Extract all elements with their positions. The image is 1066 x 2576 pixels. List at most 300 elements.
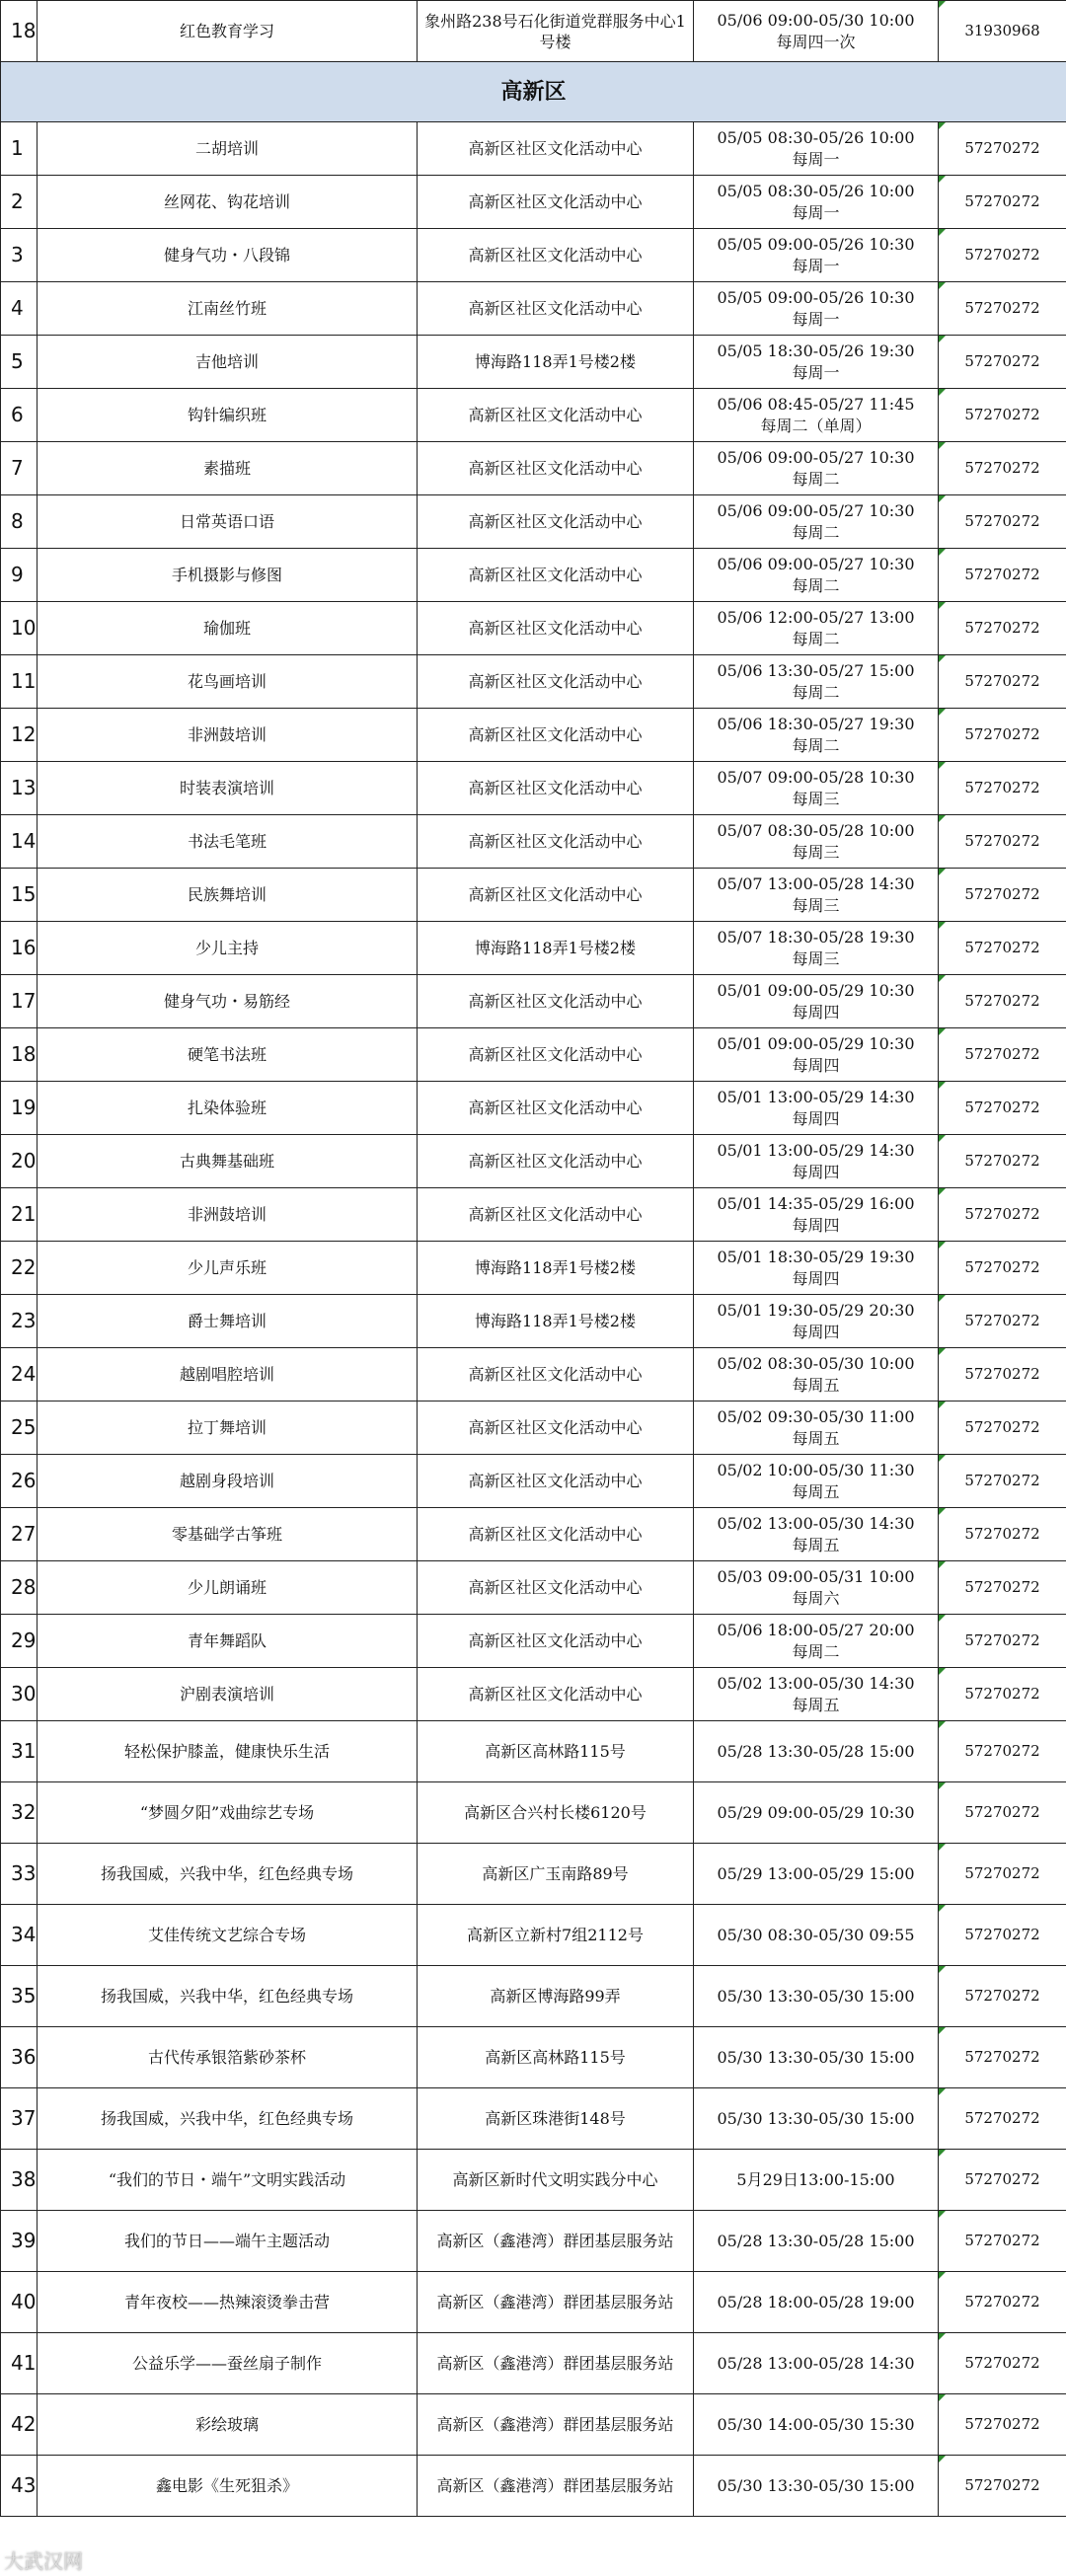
activity-place: 高新区社区文化活动中心 [418,229,694,282]
table-row [1,762,1066,815]
row-number: 20 [1,1135,38,1188]
table-row [1,1402,1066,1455]
activity-time [694,1561,939,1615]
table-row [1,869,1066,922]
table-row [1,975,1066,1028]
activity-time [694,602,939,655]
activity-time [694,2150,939,2211]
activity-time [694,1295,939,1348]
activity-place: 高新区社区文化活动中心 [418,282,694,336]
activity-date-range: 05/01 09:00-05/29 10:30 [717,1033,915,1053]
row-number: 17 [1,975,38,1028]
activity-frequency: 每周六 [792,1588,840,1608]
activity-place: 博海路118弄1号楼2楼 [418,922,694,975]
table-row [1,282,1066,336]
contact-phone: 57270272 [939,2027,1066,2088]
activity-place: 高新区珠港街148号 [418,2088,694,2150]
activity-name: 时装表演培训 [38,762,418,815]
activity-frequency: 每周五 [792,1695,840,1714]
row-number: 34 [1,1905,38,1966]
activity-frequency: 每周二 [792,629,840,648]
activity-place: 高新区社区文化活动中心 [418,549,694,602]
table-row [1,1,1066,62]
contact-phone: 57270272 [939,869,1066,922]
activity-name: 轻松保护膝盖，健康快乐生活 [38,1721,418,1782]
activity-time [694,1135,939,1188]
activity-time [694,815,939,869]
contact-phone: 57270272 [939,815,1066,869]
activity-frequency: 每周三 [792,948,840,968]
activity-date-range: 05/28 13:30-05/28 15:00 [717,1741,915,1761]
activity-name: 非洲鼓培训 [38,709,418,762]
activity-time [694,549,939,602]
table-row [1,549,1066,602]
activity-place: 高新区社区文化活动中心 [418,1668,694,1721]
activity-time [694,495,939,549]
activity-date-range: 05/05 09:00-05/26 10:30 [717,234,915,254]
table-row [1,2272,1066,2333]
table-row [1,1135,1066,1188]
activity-frequency: 每周五 [792,1428,840,1448]
activity-place: 高新区社区文化活动中心 [418,1561,694,1615]
activity-time [694,1905,939,1966]
activity-place: 博海路118弄1号楼2楼 [418,1242,694,1295]
row-number: 1 [1,122,38,176]
activity-place: 象州路238号石化街道党群服务中心1号楼 [418,1,694,62]
contact-phone: 57270272 [939,1721,1066,1782]
table-row [1,176,1066,229]
contact-phone: 57270272 [939,2272,1066,2333]
row-number: 5 [1,336,38,389]
activity-name: 扬我国威，兴我中华，红色经典专场 [38,1844,418,1905]
activity-date-range: 05/06 09:00-05/27 10:30 [717,554,915,573]
activity-date-range: 05/28 13:30-05/28 15:00 [717,2231,915,2250]
activity-name: 我们的节日——端午主题活动 [38,2211,418,2272]
activity-place: 高新区（鑫港湾）群团基层服务站 [418,2394,694,2456]
activity-date-range: 05/28 13:00-05/28 14:30 [717,2353,915,2373]
contact-phone: 31930968 [939,1,1066,62]
activity-date-range: 05/07 13:00-05/28 14:30 [717,873,915,893]
contact-phone: 57270272 [939,2211,1066,2272]
activity-name: 越剧身段培训 [38,1455,418,1508]
row-number: 11 [1,655,38,709]
activity-date-range: 05/30 13:30-05/30 15:00 [717,2475,915,2495]
activity-place: 高新区高林路115号 [418,2027,694,2088]
activity-date-range: 05/07 08:30-05/28 10:00 [717,820,915,840]
row-number: 27 [1,1508,38,1561]
activity-time [694,2088,939,2150]
table-row [1,2088,1066,2150]
row-number: 23 [1,1295,38,1348]
activity-date-range: 05/05 18:30-05/26 19:30 [717,341,915,360]
activity-place: 高新区社区文化活动中心 [418,1615,694,1668]
row-number: 8 [1,495,38,549]
activity-place: 高新区社区文化活动中心 [418,495,694,549]
activity-time [694,389,939,442]
activity-time [694,655,939,709]
activity-date-range: 05/06 09:00-05/30 10:00 [717,10,915,30]
activity-time [694,2394,939,2456]
activity-name: “我们的节日・端午”文明实践活动 [38,2150,418,2211]
activity-frequency: 每周四 [792,1108,840,1128]
contact-phone: 57270272 [939,122,1066,176]
contact-phone: 57270272 [939,549,1066,602]
activity-frequency: 每周一 [792,202,840,222]
activity-time [694,336,939,389]
activity-name: 日常英语口语 [38,495,418,549]
activity-place: 高新区社区文化活动中心 [418,602,694,655]
activity-date-range: 05/30 13:30-05/30 15:00 [717,1986,915,2006]
activity-name: 红色教育学习 [38,1,418,62]
row-number: 3 [1,229,38,282]
contact-phone: 57270272 [939,1455,1066,1508]
contact-phone: 57270272 [939,2456,1066,2517]
table-row [1,2394,1066,2456]
activity-date-range: 05/07 09:00-05/28 10:30 [717,767,915,787]
activity-name: 健身气功・八段锦 [38,229,418,282]
activity-date-range: 05/02 09:30-05/30 11:00 [717,1406,915,1426]
activity-name: 青年舞蹈队 [38,1615,418,1668]
activity-place: 高新区社区文化活动中心 [418,122,694,176]
activity-frequency: 每周四 [792,1055,840,1075]
activity-frequency: 每周二 [792,1641,840,1661]
row-number: 40 [1,2272,38,2333]
table-row [1,922,1066,975]
table-row [1,389,1066,442]
activity-name: 少儿主持 [38,922,418,975]
activity-name: 瑜伽班 [38,602,418,655]
table-row [1,1455,1066,1508]
activity-place: 高新区社区文化活动中心 [418,975,694,1028]
row-number: 4 [1,282,38,336]
activity-place: 高新区社区文化活动中心 [418,1402,694,1455]
activity-name: 花鸟画培训 [38,655,418,709]
activity-name: 公益乐学——蚕丝扇子制作 [38,2333,418,2394]
activity-time [694,2456,939,2517]
row-number: 43 [1,2456,38,2517]
activity-place: 高新区（鑫港湾）群团基层服务站 [418,2333,694,2394]
activity-date-range: 05/30 08:30-05/30 09:55 [717,1925,915,1944]
activity-place: 高新区社区文化活动中心 [418,389,694,442]
contact-phone: 57270272 [939,1348,1066,1402]
activity-place: 高新区社区文化活动中心 [418,1082,694,1135]
activity-frequency: 每周五 [792,1535,840,1554]
activity-time [694,1028,939,1082]
activity-name: 越剧唱腔培训 [38,1348,418,1402]
row-number: 32 [1,1782,38,1844]
activity-date-range: 05/05 08:30-05/26 10:00 [717,127,915,147]
table-row [1,2027,1066,2088]
activity-place: 高新区（鑫港湾）群团基层服务站 [418,2456,694,2517]
activity-frequency: 每周五 [792,1375,840,1395]
contact-phone: 57270272 [939,1782,1066,1844]
contact-phone: 57270272 [939,176,1066,229]
activity-date-range: 05/05 08:30-05/26 10:00 [717,181,915,200]
activity-place: 高新区合兴村长楼6120号 [418,1782,694,1844]
row-number: 35 [1,1966,38,2027]
row-number: 18 [1,1028,38,1082]
activity-time [694,1,939,62]
row-number: 42 [1,2394,38,2456]
activity-date-range: 05/30 14:00-05/30 15:30 [717,2414,915,2434]
activity-date-range: 05/30 13:30-05/30 15:00 [717,2047,915,2067]
table-row [1,1668,1066,1721]
activity-place: 高新区（鑫港湾）群团基层服务站 [418,2211,694,2272]
activity-date-range: 05/01 18:30-05/29 19:30 [717,1247,915,1266]
activity-place: 高新区社区文化活动中心 [418,1188,694,1242]
activity-frequency: 每周一 [792,149,840,169]
table-row [1,1242,1066,1295]
row-number: 39 [1,2211,38,2272]
activity-time [694,1188,939,1242]
activity-place: 高新区社区文化活动中心 [418,655,694,709]
activity-frequency: 每周二（单周） [760,416,872,435]
activity-place: 高新区（鑫港湾）群团基层服务站 [418,2272,694,2333]
activity-name: 丝网花、钩花培训 [38,176,418,229]
contact-phone: 57270272 [939,1188,1066,1242]
activity-date-range: 05/06 12:00-05/27 13:00 [717,607,915,627]
activity-frequency: 每周一 [792,256,840,275]
contact-phone: 57270272 [939,1082,1066,1135]
activity-name: 健身气功・易筋经 [38,975,418,1028]
activity-frequency: 每周二 [792,682,840,702]
activity-time [694,2027,939,2088]
activity-name: 少儿声乐班 [38,1242,418,1295]
activity-name: 彩绘玻璃 [38,2394,418,2456]
contact-phone: 57270272 [939,1844,1066,1905]
contact-phone: 57270272 [939,1905,1066,1966]
activity-date-range: 05/06 18:30-05/27 19:30 [717,714,915,733]
activity-frequency: 每周二 [792,469,840,489]
activity-name: 扬我国威，兴我中华，红色经典专场 [38,2088,418,2150]
activity-frequency: 每周二 [792,735,840,755]
table-row [1,2150,1066,2211]
activity-place: 高新区社区文化活动中心 [418,815,694,869]
row-number: 37 [1,2088,38,2150]
activity-date-range: 05/01 13:00-05/29 14:30 [717,1087,915,1106]
activity-place: 高新区社区文化活动中心 [418,1028,694,1082]
row-number: 9 [1,549,38,602]
table-row [1,1028,1066,1082]
activity-time [694,176,939,229]
activity-frequency: 每周一 [792,362,840,382]
activity-time [694,229,939,282]
contact-phone: 57270272 [939,2088,1066,2150]
contact-phone: 57270272 [939,336,1066,389]
activity-time [694,1242,939,1295]
row-number: 22 [1,1242,38,1295]
section-header [1,62,1066,122]
contact-phone: 57270272 [939,282,1066,336]
row-number: 12 [1,709,38,762]
activity-place: 高新区社区文化活动中心 [418,1348,694,1402]
row-number: 7 [1,442,38,495]
contact-phone: 57270272 [939,762,1066,815]
table-row [1,1082,1066,1135]
activity-time [694,1966,939,2027]
table-row [1,1188,1066,1242]
activity-place: 高新区新时代文明实践分中心 [418,2150,694,2211]
table-row [1,2333,1066,2394]
table-row [1,495,1066,549]
activity-frequency: 每周四一次 [776,32,856,51]
activity-time [694,1455,939,1508]
activity-time [694,442,939,495]
activity-date-range: 05/06 09:00-05/27 10:30 [717,447,915,467]
activity-time [694,762,939,815]
contact-phone: 57270272 [939,1615,1066,1668]
table-row [1,815,1066,869]
activity-place: 高新区高林路115号 [418,1721,694,1782]
row-number: 36 [1,2027,38,2088]
table-row [1,1905,1066,1966]
activity-frequency: 每周三 [792,842,840,862]
activity-name: 民族舞培训 [38,869,418,922]
activity-time [694,282,939,336]
activity-frequency: 每周五 [792,1481,840,1501]
row-number: 21 [1,1188,38,1242]
row-number: 6 [1,389,38,442]
contact-phone: 57270272 [939,2150,1066,2211]
contact-phone: 57270272 [939,1028,1066,1082]
table-row [1,1561,1066,1615]
activity-place: 高新区广玉南路89号 [418,1844,694,1905]
activity-name: 扬我国威，兴我中华，红色经典专场 [38,1966,418,2027]
row-number: 16 [1,922,38,975]
contact-phone: 57270272 [939,975,1066,1028]
activity-place: 高新区社区文化活动中心 [418,869,694,922]
activity-place: 高新区社区文化活动中心 [418,442,694,495]
activity-frequency: 每周四 [792,1268,840,1288]
activity-name: 拉丁舞培训 [38,1402,418,1455]
contact-phone: 57270272 [939,655,1066,709]
table-row [1,122,1066,176]
activity-name: 古代传承银箔紫砂茶杯 [38,2027,418,2088]
table-row [1,602,1066,655]
row-number: 10 [1,602,38,655]
activity-frequency: 每周三 [792,789,840,808]
activity-place: 博海路118弄1号楼2楼 [418,1295,694,1348]
activity-date-range: 05/02 13:00-05/30 14:30 [717,1673,915,1693]
activity-name: 素描班 [38,442,418,495]
activity-time [694,1782,939,1844]
row-number: 14 [1,815,38,869]
row-number: 18 [1,1,38,62]
activity-name: 少儿朗诵班 [38,1561,418,1615]
row-number: 29 [1,1615,38,1668]
row-number: 24 [1,1348,38,1402]
table-row [1,1782,1066,1844]
activity-name: 吉他培训 [38,336,418,389]
activity-date-range: 05/01 09:00-05/29 10:30 [717,980,915,1000]
table-row [1,2456,1066,2517]
activity-date-range: 05/29 13:00-05/29 15:00 [717,1863,915,1883]
table-row [1,229,1066,282]
activity-name: 钩针编织班 [38,389,418,442]
activity-frequency: 每周四 [792,1215,840,1235]
activity-date-range: 05/02 08:30-05/30 10:00 [717,1353,915,1373]
activity-time [694,975,939,1028]
activity-date-range: 05/06 18:00-05/27 20:00 [717,1620,915,1639]
activity-date-range: 05/06 08:45-05/27 11:45 [717,394,915,414]
row-number: 26 [1,1455,38,1508]
activity-name: “梦圆夕阳”戏曲综艺专场 [38,1782,418,1844]
activity-date-range: 5月29日13:00-15:00 [736,2169,895,2189]
row-number: 30 [1,1668,38,1721]
activity-name: 手机摄影与修图 [38,549,418,602]
contact-phone: 57270272 [939,442,1066,495]
activity-date-range: 05/06 13:30-05/27 15:00 [717,660,915,680]
table-row [1,1966,1066,2027]
activity-time [694,2333,939,2394]
row-number: 31 [1,1721,38,1782]
activity-place: 高新区社区文化活动中心 [418,1135,694,1188]
activity-date-range: 05/28 18:00-05/28 19:00 [717,2292,915,2311]
activity-time [694,869,939,922]
activity-frequency: 每周二 [792,522,840,542]
activity-name: 扎染体验班 [38,1082,418,1135]
activity-time [694,1668,939,1721]
row-number: 33 [1,1844,38,1905]
table-row [1,709,1066,762]
table-row [1,655,1066,709]
activity-date-range: 05/03 09:00-05/31 10:00 [717,1566,915,1586]
contact-phone: 57270272 [939,2394,1066,2456]
activity-frequency: 每周四 [792,1322,840,1341]
row-number: 2 [1,176,38,229]
table-row [1,1721,1066,1782]
activity-place: 高新区社区文化活动中心 [418,176,694,229]
activity-name: 爵士舞培训 [38,1295,418,1348]
activity-date-range: 05/02 10:00-05/30 11:30 [717,1460,915,1479]
contact-phone: 57270272 [939,1295,1066,1348]
activity-name: 硬笔书法班 [38,1028,418,1082]
table-row [1,1295,1066,1348]
row-number: 19 [1,1082,38,1135]
activity-place: 高新区立新村7组2112号 [418,1905,694,1966]
activity-time [694,1721,939,1782]
activity-time [694,1615,939,1668]
activity-date-range: 05/06 09:00-05/27 10:30 [717,500,915,520]
contact-phone: 57270272 [939,709,1066,762]
activity-name: 江南丝竹班 [38,282,418,336]
row-number: 13 [1,762,38,815]
activity-frequency: 每周三 [792,895,840,915]
activity-time [694,922,939,975]
row-number: 38 [1,2150,38,2211]
contact-phone: 57270272 [939,229,1066,282]
activity-name: 古典舞基础班 [38,1135,418,1188]
table-row [1,442,1066,495]
activity-place: 高新区社区文化活动中心 [418,709,694,762]
table-row [1,1844,1066,1905]
activity-name: 沪剧表演培训 [38,1668,418,1721]
row-number: 41 [1,2333,38,2394]
activity-date-range: 05/29 09:00-05/29 10:30 [717,1802,915,1822]
contact-phone: 57270272 [939,602,1066,655]
row-number: 25 [1,1402,38,1455]
table-row [1,1615,1066,1668]
activity-name: 艾佳传统文艺综合专场 [38,1905,418,1966]
activity-frequency: 每周四 [792,1162,840,1181]
activity-date-range: 05/30 13:30-05/30 15:00 [717,2108,915,2128]
activity-name: 鑫电影《生死狙杀》 [38,2456,418,2517]
activity-place: 高新区博海路99弄 [418,1966,694,2027]
activity-date-range: 05/02 13:00-05/30 14:30 [717,1513,915,1533]
row-number: 15 [1,869,38,922]
activity-name: 青年夜校——热辣滚烫拳击营 [38,2272,418,2333]
activity-date-range: 05/01 19:30-05/29 20:30 [717,1300,915,1320]
